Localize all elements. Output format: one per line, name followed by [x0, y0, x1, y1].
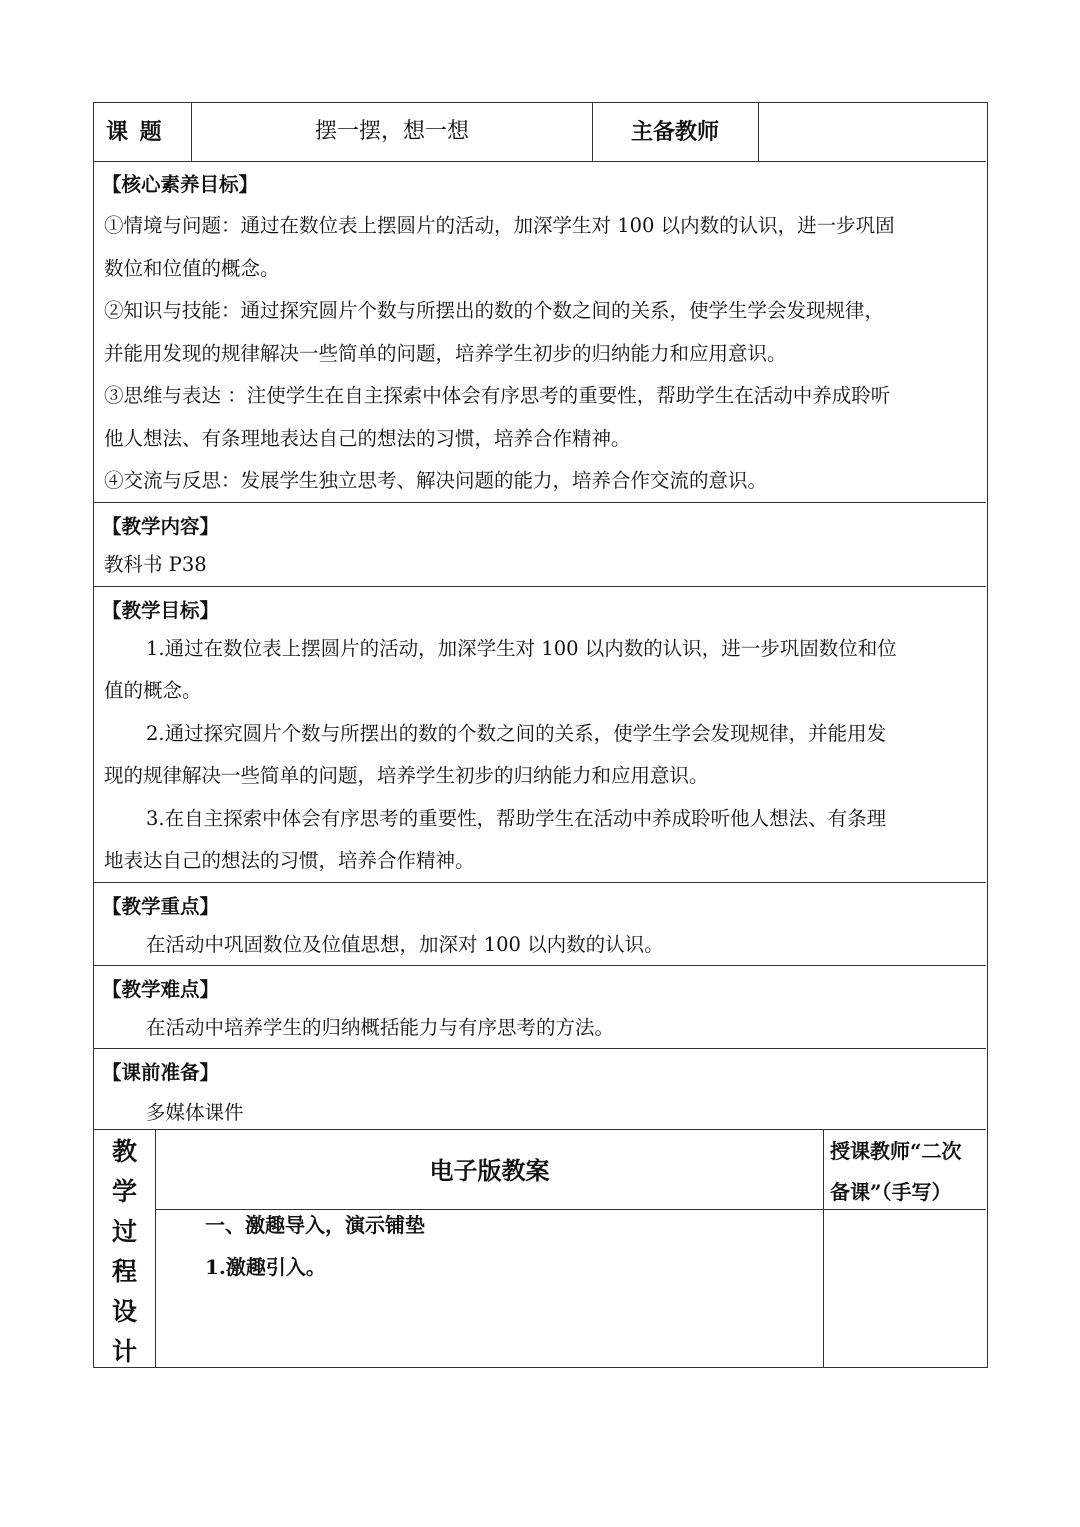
step-1-1-text: 1.激趣引入。 — [205, 1255, 326, 1279]
core-line: 并能用发现的规律解决一些简单的问题，培养学生初步的归纳能力和应用意识。 — [104, 342, 787, 365]
goals-line: 值的概念。 — [104, 679, 202, 702]
topic-value: 摆一摆，想一想 — [314, 119, 469, 144]
goals-line: 1.通过在数位表上摆圆片的活动，加深学生对 100 以内数的认识，进一步巩固数位和位 — [146, 637, 897, 660]
difficulty-section — [94, 966, 986, 1049]
key-point-text: 在活动中巩固数位及位值思想，加深对 100 以内数的认识。 — [146, 933, 664, 956]
core-line: ①情境与问题：通过在数位表上摆圆片的活动，加深学生对 100 以内数的认识，进一步巩固 — [104, 214, 895, 237]
core-line: ④交流与反思：发展学生独立思考、解决问题的能力，培养合作交流的意识。 — [104, 469, 768, 492]
second-prep-title-1: 授课教师“二次 — [830, 1139, 962, 1163]
key-point-section — [94, 883, 986, 966]
prep-title: 【课前准备】 — [102, 1061, 220, 1084]
process-section — [94, 1129, 986, 1367]
prep-text: 多媒体课件 — [146, 1101, 244, 1124]
goals-line: 现的规律解决一些简单的问题，培养学生初步的归纳能力和应用意识。 — [104, 764, 709, 787]
lesson-plan-table — [93, 102, 988, 1368]
second-prep-title-2: 备课”（手写） — [830, 1180, 952, 1204]
electronic-plan-title: 电子版教案 — [429, 1156, 550, 1185]
core-line: 他人想法、有条理地表达自己的想法的习惯，培养合作精神。 — [104, 427, 631, 450]
goals-title: 【教学目标】 — [102, 599, 220, 622]
key-point-title: 【教学重点】 — [102, 895, 220, 918]
process-side-label: 教 学 过 程 设 计 — [111, 1137, 137, 1366]
goals-line: 3.在自主探索中体会有序思考的重要性，帮助学生在活动中养成聆听他人想法、有条理 — [146, 807, 887, 830]
content-title: 【教学内容】 — [102, 515, 220, 538]
core-goals-section — [94, 161, 986, 503]
goals-line: 地表达自己的想法的习惯，培养合作精神。 — [104, 849, 475, 872]
header-row — [94, 103, 986, 162]
difficulty-text: 在活动中培养学生的归纳概括能力与有序思考的方法。 — [146, 1016, 615, 1039]
core-line: ②知识与技能：通过探究圆片个数与所摆出的数的个数之间的关系，使学生学会发现规律， — [104, 299, 885, 322]
goals-section — [94, 587, 986, 883]
core-line: ③思维与表达 ：注使学生在自主探索中体会有序思考的重要性，帮助学生在活动中养成聆听 — [104, 384, 891, 407]
teacher-label: 主备教师 — [630, 119, 719, 145]
topic-label: 课 题 — [106, 119, 164, 145]
core-line: 数位和位值的概念。 — [104, 257, 280, 280]
core-goals-title: 【核心素养目标】 — [102, 173, 259, 196]
teacher-value — [760, 103, 980, 161]
prep-section — [94, 1049, 986, 1129]
content-text: 教科书 P38 — [104, 553, 207, 576]
content-section — [94, 503, 986, 587]
goals-line: 2.通过探究圆片个数与所摆出的数的个数之间的关系，使学生学会发现规律，并能用发 — [146, 722, 887, 745]
step-1-heading: 一、激趣导入，演示铺垫 — [205, 1213, 425, 1237]
difficulty-title: 【教学难点】 — [102, 978, 220, 1001]
